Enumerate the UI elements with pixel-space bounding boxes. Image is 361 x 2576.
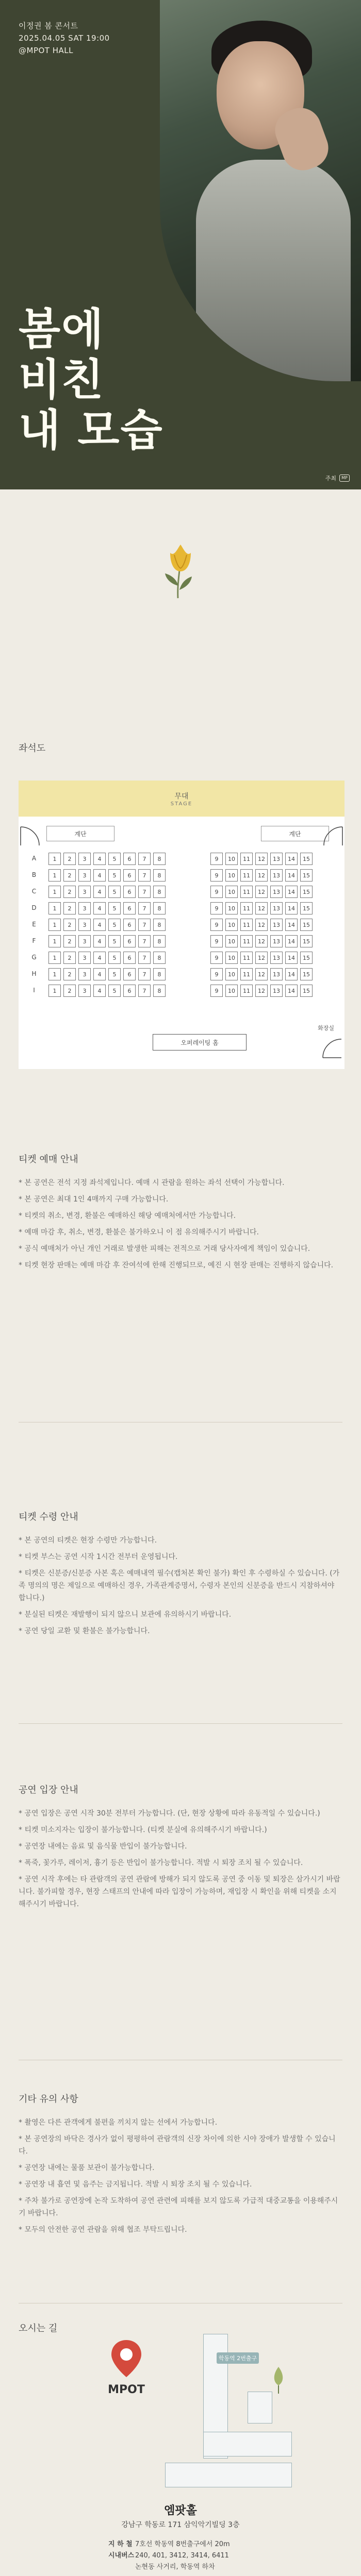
- hero-title-line2: 비친: [19, 354, 105, 405]
- seat-A-11[interactable]: 11: [240, 853, 253, 865]
- venue-name: 엠팟홀: [164, 2504, 197, 2517]
- seat-B-4[interactable]: 4: [93, 869, 106, 882]
- seat-E-11[interactable]: 11: [240, 919, 253, 931]
- list-item: * 본 공연은 최대 1인 4매까지 구매 가능합니다.: [19, 1195, 169, 1204]
- seat-F-11[interactable]: 11: [240, 935, 253, 947]
- ticket-receive-section: [19, 1510, 342, 1641]
- subway-value: 7호선 학동역 8번출구에서 20m: [135, 2540, 230, 2548]
- seat-I-12[interactable]: 12: [255, 985, 268, 997]
- seat-H-4[interactable]: 4: [93, 968, 106, 980]
- seat-F-5[interactable]: 5: [108, 935, 121, 947]
- seat-F-6[interactable]: 6: [123, 935, 136, 947]
- ticket-receive-list: [19, 1534, 342, 1637]
- seat-H-1[interactable]: 1: [48, 968, 61, 980]
- seat-I-13[interactable]: 13: [270, 985, 283, 997]
- concert-meta: [19, 20, 110, 57]
- seat-G-1[interactable]: 1: [48, 952, 61, 964]
- stage: [19, 781, 344, 817]
- seat-A-13[interactable]: 13: [270, 853, 283, 865]
- seat-B-8[interactable]: 8: [153, 869, 166, 882]
- operating-booth: 오퍼레이팅 홈: [153, 1034, 247, 1050]
- seat-H-6[interactable]: 6: [123, 968, 136, 980]
- seat-C-4[interactable]: 4: [93, 886, 106, 898]
- toilet-door-icon: [322, 1038, 342, 1059]
- seat-I-7[interactable]: 7: [138, 985, 151, 997]
- seat-B-7[interactable]: 7: [138, 869, 151, 882]
- seat-H-7[interactable]: 7: [138, 968, 151, 980]
- seat-G-7[interactable]: 7: [138, 952, 151, 964]
- seat-D-4[interactable]: 4: [93, 902, 106, 914]
- list-item: * 공식 예매처가 아닌 개인 거래로 발생한 피해는 전적으로 거래 당사자에게 책임이 있습니다.: [19, 1245, 310, 1253]
- seat-C-6[interactable]: 6: [123, 886, 136, 898]
- seat-H-15[interactable]: 15: [300, 968, 313, 980]
- seat-I-15[interactable]: 15: [300, 985, 313, 997]
- row-label: A: [31, 855, 37, 862]
- list-item: * 티켓 현장 판매는 예매 마감 후 잔여석에 한해 진행되므로, 예진 시 현장 판매는 진행하지 않습니다.: [19, 1261, 334, 1269]
- seat-F-7[interactable]: 7: [138, 935, 151, 947]
- brand-logo-icon: MP: [339, 474, 350, 482]
- seat-C-3[interactable]: 3: [78, 886, 91, 898]
- seat-E-14[interactable]: 14: [285, 919, 298, 931]
- ticket-booking-list: [19, 1177, 342, 1272]
- seat-B-5[interactable]: 5: [108, 869, 121, 882]
- stage-label: 무대: [174, 792, 189, 801]
- entry-list: [19, 1807, 342, 1910]
- seat-B-11[interactable]: 11: [240, 869, 253, 882]
- seat-G-14[interactable]: 14: [285, 952, 298, 964]
- seat-E-2[interactable]: 2: [63, 919, 76, 931]
- seat-H-12[interactable]: 12: [255, 968, 268, 980]
- list-item: * 예매 마감 후, 취소, 변경, 환불은 불가하오니 이 점 유의해주시기 바랍니다.: [19, 1228, 259, 1236]
- seat-G-11[interactable]: 11: [240, 952, 253, 964]
- seat-B-13[interactable]: 13: [270, 869, 283, 882]
- seat-B-15[interactable]: 15: [300, 869, 313, 882]
- seat-I-8[interactable]: 8: [153, 985, 166, 997]
- list-item: * 촬영은 다른 관객에게 불편을 끼치지 않는 선에서 가능합니다.: [19, 2119, 218, 2127]
- list-item: * 공연장 내에는 물품 보관이 불가능합니다.: [19, 2164, 155, 2172]
- seat-B-2[interactable]: 2: [63, 869, 76, 882]
- seat-D-9[interactable]: 9: [210, 902, 223, 914]
- seat-B-14[interactable]: 14: [285, 869, 298, 882]
- list-item: * 티켓의 취소, 변경, 환불은 예매하신 해당 예매처에서만 가능합니다.: [19, 1212, 236, 1220]
- seat-E-9[interactable]: 9: [210, 919, 223, 931]
- seat-E-7[interactable]: 7: [138, 919, 151, 931]
- list-item: * 공연 당일 교환 및 환불은 불가능합니다.: [19, 1627, 150, 1635]
- seat-D-11[interactable]: 11: [240, 902, 253, 914]
- list-item: * 본 공연의 티켓은 현장 수령만 가능합니다.: [19, 1536, 157, 1545]
- seat-G-2[interactable]: 2: [63, 952, 76, 964]
- seat-map: [19, 781, 344, 1069]
- others-section: [19, 2092, 342, 2240]
- seat-D-14[interactable]: 14: [285, 902, 298, 914]
- seat-B-12[interactable]: 12: [255, 869, 268, 882]
- road: [248, 2392, 272, 2424]
- seat-E-8[interactable]: 8: [153, 919, 166, 931]
- seat-F-3[interactable]: 3: [78, 935, 91, 947]
- seat-A-6[interactable]: 6: [123, 853, 136, 865]
- seat-C-12[interactable]: 12: [255, 886, 268, 898]
- list-item: * 본 공연은 전석 지정 좌석제입니다. 예매 시 관람을 원하는 좌석 선택이 가능합니다.: [19, 1179, 285, 1187]
- hero-title-line1: 봄에: [19, 304, 105, 354]
- concert-date: 2025.04.05 SAT 19:00: [19, 33, 110, 43]
- steps-right: 계단: [261, 826, 329, 841]
- tulip-icon: [155, 538, 206, 600]
- seat-D-3[interactable]: 3: [78, 902, 91, 914]
- door-left-icon: [20, 826, 40, 846]
- seat-E-5[interactable]: 5: [108, 919, 121, 931]
- list-item: * 티켓 미소지자는 입장이 불가능합니다. (티켓 분실에 유의해주시기 바랍니다.): [19, 1826, 267, 1834]
- seat-B-1[interactable]: 1: [48, 869, 61, 882]
- tree-icon: [268, 2365, 289, 2396]
- seat-D-2[interactable]: 2: [63, 902, 76, 914]
- seat-I-2[interactable]: 2: [63, 985, 76, 997]
- stage-label-en: STAGE: [170, 801, 193, 807]
- seat-B-10[interactable]: 10: [225, 869, 238, 882]
- entry-title: 공연 입장 안내: [19, 1785, 78, 1795]
- seat-B-6[interactable]: 6: [123, 869, 136, 882]
- seat-G-9[interactable]: 9: [210, 952, 223, 964]
- seat-H-3[interactable]: 3: [78, 968, 91, 980]
- row-label: I: [33, 987, 35, 994]
- seat-D-15[interactable]: 15: [300, 902, 313, 914]
- row-label: H: [31, 970, 37, 977]
- ticket-booking-title: 티켓 예매 안내: [19, 1154, 78, 1165]
- seat-C-7[interactable]: 7: [138, 886, 151, 898]
- list-item: * 티켓 부스는 공연 시작 1시간 전부터 운영됩니다.: [19, 1553, 178, 1561]
- seat-A-10[interactable]: 10: [225, 853, 238, 865]
- venue-logo: MPOT: [108, 2383, 145, 2396]
- seat-F-15[interactable]: 15: [300, 935, 313, 947]
- row-label: D: [31, 904, 37, 911]
- seat-H-9[interactable]: 9: [210, 968, 223, 980]
- seat-I-6[interactable]: 6: [123, 985, 136, 997]
- seat-G-6[interactable]: 6: [123, 952, 136, 964]
- seat-D-1[interactable]: 1: [48, 902, 61, 914]
- seat-H-2[interactable]: 2: [63, 968, 76, 980]
- seat-F-14[interactable]: 14: [285, 935, 298, 947]
- venue-address: 강남구 학동로 171 삼익악기빌딩 3층: [121, 2521, 240, 2529]
- list-item: * 모두의 안전한 공연 관람을 위해 협조 부탁드립니다.: [19, 2226, 187, 2234]
- list-item: * 공연장 내에는 음료 및 음식물 반입이 불가능합니다.: [19, 1842, 187, 1851]
- seat-E-15[interactable]: 15: [300, 919, 313, 931]
- seat-C-5[interactable]: 5: [108, 886, 121, 898]
- seat-D-12[interactable]: 12: [255, 902, 268, 914]
- transit-info: [108, 2539, 325, 2573]
- seat-C-13[interactable]: 13: [270, 886, 283, 898]
- row-label: B: [31, 871, 37, 878]
- seat-E-12[interactable]: 12: [255, 919, 268, 931]
- toilet-label: 화장실: [318, 1025, 334, 1031]
- seat-A-9[interactable]: 9: [210, 853, 223, 865]
- seat-E-6[interactable]: 6: [123, 919, 136, 931]
- seat-I-11[interactable]: 11: [240, 985, 253, 997]
- list-item: * 본 공연장의 바닥은 경사가 없이 평평하여 관람객의 신장 차이에 의한 시야 장애가 발생할 수 있습니다.: [19, 2135, 336, 2156]
- seat-C-11[interactable]: 11: [240, 886, 253, 898]
- seat-I-3[interactable]: 3: [78, 985, 91, 997]
- seat-G-12[interactable]: 12: [255, 952, 268, 964]
- seat-C-9[interactable]: 9: [210, 886, 223, 898]
- seat-C-2[interactable]: 2: [63, 886, 76, 898]
- seat-D-6[interactable]: 6: [123, 902, 136, 914]
- concert-venue: @MPOT HALL: [19, 46, 73, 55]
- seat-section-title: 좌석도: [19, 743, 46, 754]
- seat-A-1[interactable]: 1: [48, 853, 61, 865]
- seat-H-5[interactable]: 5: [108, 968, 121, 980]
- seat-A-14[interactable]: 14: [285, 853, 298, 865]
- seat-F-8[interactable]: 8: [153, 935, 166, 947]
- seat-C-1[interactable]: 1: [48, 886, 61, 898]
- row-label: F: [32, 937, 36, 944]
- list-item: * 분실된 티켓은 재발행이 되지 않으니 보관에 유의하시기 바랍니다.: [19, 1611, 232, 1619]
- seat-I-5[interactable]: 5: [108, 985, 121, 997]
- seat-G-13[interactable]: 13: [270, 952, 283, 964]
- seat-H-14[interactable]: 14: [285, 968, 298, 980]
- seat-F-9[interactable]: 9: [210, 935, 223, 947]
- seat-C-10[interactable]: 10: [225, 886, 238, 898]
- seat-F-12[interactable]: 12: [255, 935, 268, 947]
- seat-D-13[interactable]: 13: [270, 902, 283, 914]
- seat-A-7[interactable]: 7: [138, 853, 151, 865]
- seat-G-8[interactable]: 8: [153, 952, 166, 964]
- seat-H-8[interactable]: 8: [153, 968, 166, 980]
- seat-F-13[interactable]: 13: [270, 935, 283, 947]
- seat-F-10[interactable]: 10: [225, 935, 238, 947]
- seat-D-8[interactable]: 8: [153, 902, 166, 914]
- brand-label: 주최: [325, 475, 336, 482]
- station-exit-tag: 학동역 2번출구: [217, 2352, 259, 2364]
- seat-D-5[interactable]: 5: [108, 902, 121, 914]
- steps-left: 계단: [46, 826, 114, 841]
- seat-C-14[interactable]: 14: [285, 886, 298, 898]
- row-label: E: [32, 921, 36, 928]
- concert-name: 이정권 봄 콘서트: [19, 21, 78, 30]
- seat-A-8[interactable]: 8: [153, 853, 166, 865]
- divider: [19, 1723, 342, 1724]
- hero-title-line3: 내 모습: [19, 405, 163, 455]
- seat-G-4[interactable]: 4: [93, 952, 106, 964]
- seat-A-3[interactable]: 3: [78, 853, 91, 865]
- list-item: * 공연장 내 흡연 및 음주는 금지됩니다. 적발 시 퇴장 조치 될 수 있습니다.: [19, 2180, 252, 2189]
- list-item: * 티켓은 신분증/신분증 사본 혹은 예매내역 필수(캡처본 확인 불가) 확인 후 수령하실 수 있습니다. (가족 명의의 명은 제일으로 예매하신 경우, 가족관계증명서, 수령자 본인의 신분증을 반드시 지참하셔야 합니다.): [19, 1569, 340, 1602]
- ticket-booking-section: [19, 1152, 342, 1276]
- bus-label: 시내버스: [108, 2552, 135, 2560]
- seat-B-9[interactable]: 9: [210, 869, 223, 882]
- hero-title: [19, 304, 163, 455]
- seat-H-10[interactable]: 10: [225, 968, 238, 980]
- road: [203, 2432, 292, 2456]
- seat-D-7[interactable]: 7: [138, 902, 151, 914]
- seat-A-2[interactable]: 2: [63, 853, 76, 865]
- seat-I-1[interactable]: 1: [48, 985, 61, 997]
- row-label: C: [31, 888, 37, 895]
- seat-I-14[interactable]: 14: [285, 985, 298, 997]
- ticket-receive-title: 티켓 수령 안내: [19, 1512, 78, 1522]
- list-item: * 공연 시작 후에는 타 관람객의 공연 관람에 방해가 되지 않도록 공연 중 이동 및 퇴장은 삼가시기 바랍니다. 불가피할 경우, 현장 스태프의 안내에 따라 입장이 가능하며, 재입장 시 확인을 위해 티켓을 소지해주시기 바랍니다.: [19, 1875, 340, 1908]
- seat-H-13[interactable]: 13: [270, 968, 283, 980]
- seat-F-4[interactable]: 4: [93, 935, 106, 947]
- list-item: * 폭죽, 꽃가루, 레이저, 흉기 등은 반입이 불가능합니다. 적발 시 퇴장 조치 될 수 있습니다.: [19, 1859, 303, 1867]
- seat-A-4[interactable]: 4: [93, 853, 106, 865]
- seat-I-4[interactable]: 4: [93, 985, 106, 997]
- seat-A-5[interactable]: 5: [108, 853, 121, 865]
- seat-E-4[interactable]: 4: [93, 919, 106, 931]
- seat-G-15[interactable]: 15: [300, 952, 313, 964]
- artist-photo: [160, 0, 361, 381]
- entry-section: [19, 1783, 342, 1914]
- road: [165, 2463, 292, 2487]
- seat-G-5[interactable]: 5: [108, 952, 121, 964]
- seat-F-1[interactable]: 1: [48, 935, 61, 947]
- list-item: * 주차 불가로 공연장에 논작 도착하여 공연 관련에 피해를 보지 않도록 가급적 대중교통을 이용해주시기 바랍니다.: [19, 2197, 338, 2217]
- seat-F-2[interactable]: 2: [63, 935, 76, 947]
- seat-I-10[interactable]: 10: [225, 985, 238, 997]
- hero-banner: [0, 0, 361, 489]
- seat-H-11[interactable]: 11: [240, 968, 253, 980]
- seat-C-8[interactable]: 8: [153, 886, 166, 898]
- seat-E-10[interactable]: 10: [225, 919, 238, 931]
- seat-B-3[interactable]: 3: [78, 869, 91, 882]
- hero-brand: [325, 474, 350, 482]
- seat-G-3[interactable]: 3: [78, 952, 91, 964]
- row-label: G: [31, 954, 37, 961]
- seat-A-15[interactable]: 15: [300, 853, 313, 865]
- seat-C-15[interactable]: 15: [300, 886, 313, 898]
- seat-D-10[interactable]: 10: [225, 902, 238, 914]
- seat-E-13[interactable]: 13: [270, 919, 283, 931]
- directions-title: 오시는 길: [19, 2323, 58, 2334]
- list-item: * 공연 입장은 공연 시작 30분 전부터 가능합니다. (단, 현장 상황에 따라 유동적일 수 있습니다.): [19, 1809, 320, 1818]
- seat-I-9[interactable]: 9: [210, 985, 223, 997]
- photo-body: [196, 160, 351, 381]
- seat-G-10[interactable]: 10: [225, 952, 238, 964]
- location-map: [0, 2334, 361, 2576]
- others-list: [19, 2116, 342, 2236]
- subway-label: 지 하 철: [108, 2540, 133, 2548]
- seat-A-12[interactable]: 12: [255, 853, 268, 865]
- door-right-icon: [323, 826, 343, 846]
- seat-E-3[interactable]: 3: [78, 919, 91, 931]
- bus-value-2: 논현동 사거리, 학동역 하차: [135, 2563, 215, 2571]
- map-pin-icon: [108, 2338, 144, 2379]
- others-title: 기타 유의 사항: [19, 2094, 78, 2105]
- seat-E-1[interactable]: 1: [48, 919, 61, 931]
- bus-value: 240, 401, 3412, 3414, 6411: [135, 2552, 229, 2560]
